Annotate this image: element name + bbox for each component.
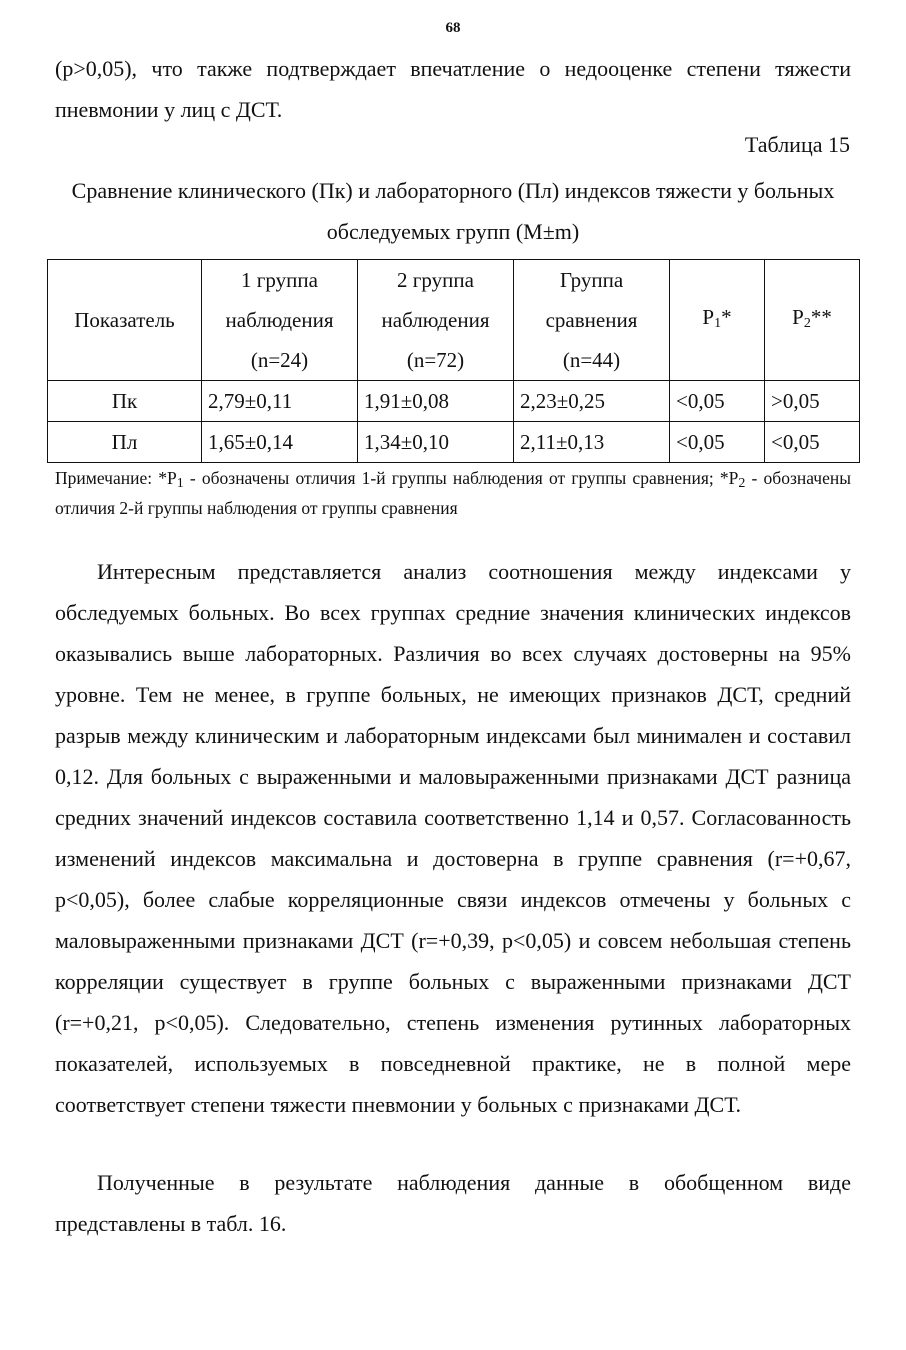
header-p2-base: P xyxy=(792,304,804,329)
page-number: 68 xyxy=(445,20,461,36)
cell-group3: 2,11±0,13 xyxy=(514,422,670,463)
body-paragraph-1: Интересным представляется анализ соотношения между индексами у обследуемых больных. Во всех группах средние значения клинических индексов оказывались выше лабораторных. Различия во всех случаях достоверны на 95% уровне. Тем не менее, в группе больных, не имеющих признаков ДСТ, средний разрыв между клиническим и лабораторным индексами был минимален и составил 0,12. Для больных с выраженными и маловыраженными признаками ДСТ разница средних значений индексов составила соответственно 1,14 и 0,57. Согласованность изменений индексов максимальна и достоверна в группе сравнения (r=+0,67, p<0,05), более слабые корреляционные связи индексов отмечены у больных с маловыраженными признаками ДСТ (r=+0,39, p<0,05) и совсем небольшая степень корреляции существует в группе больных с выраженными признаками ДСТ (r=+0,21, p<0,05). Следовательно, степень изменения рутинных лабораторных показателей, используемых в повседневной практике, не в полной мере соответствует степени тяжести пневмонии у больных с признаками ДСТ. xyxy=(55,559,851,1117)
cell-p1: <0,05 xyxy=(670,381,765,422)
cell-group2: 1,91±0,08 xyxy=(358,381,514,422)
header-p1-sub: 1 xyxy=(714,315,722,331)
intro-paragraph: (p>0,05), что также подтверждает впечатление о недооценке степени тяжести пневмонии у лиц с ДСТ. xyxy=(55,56,851,122)
cell-group3: 2,23±0,25 xyxy=(514,381,670,422)
header-p1 xyxy=(670,260,765,381)
comparison-table xyxy=(47,259,860,463)
header-group2 xyxy=(358,260,514,381)
cell-group1: 2,79±0,11 xyxy=(202,381,358,422)
header-group1-line2: наблюдения xyxy=(225,308,334,332)
header-group3 xyxy=(514,260,670,381)
note-part2: - обозначены отличия 1-й группы наблюдения от группы сравнения; *P xyxy=(183,468,739,488)
table-row xyxy=(48,422,860,463)
header-group3-line1: Группа xyxy=(559,268,624,292)
cell-p2: >0,05 xyxy=(765,381,860,422)
cell-p1: <0,05 xyxy=(670,422,765,463)
header-indicator: Показатель xyxy=(48,260,202,381)
header-group3-line2: сравнения xyxy=(545,308,638,332)
cell-group1: 1,65±0,14 xyxy=(202,422,358,463)
table-row xyxy=(48,381,860,422)
body-paragraph-2: Полученные в результате наблюдения данные в обобщенном виде представлены в табл. 16. xyxy=(55,1170,851,1236)
table-caption: Сравнение клинического (Пк) и лабораторного (Пл) индексов тяжести у больных обследуемых групп (M±m) xyxy=(71,178,835,244)
header-group1 xyxy=(202,260,358,381)
note-sub2: 2 xyxy=(738,476,746,491)
header-p2-sub: 2 xyxy=(803,315,811,331)
row-name: Пл xyxy=(48,422,202,463)
table-label: Таблица 15 xyxy=(744,132,850,157)
row-name: Пк xyxy=(48,381,202,422)
header-group1-line3: (n=24) xyxy=(250,348,309,372)
header-group2-line3: (n=72) xyxy=(406,348,465,372)
table-header-row xyxy=(48,260,860,381)
note-sub1: 1 xyxy=(176,476,184,491)
header-group2-line2: наблюдения xyxy=(381,308,490,332)
cell-group2: 1,34±0,10 xyxy=(358,422,514,463)
header-group1-line1: 1 группа xyxy=(241,268,318,292)
header-p2 xyxy=(765,260,860,381)
header-p1-suffix: * xyxy=(721,304,732,329)
note-part1: Примечание: *P xyxy=(55,468,177,488)
header-p2-suffix: ** xyxy=(810,304,832,329)
cell-p2: <0,05 xyxy=(765,422,860,463)
header-p1-base: P xyxy=(702,304,715,329)
header-group2-line1: 2 группа xyxy=(397,268,474,292)
note-part3: - обозначены отличия 2-й группы наблюдения от группы сравнения xyxy=(55,468,851,518)
table-note xyxy=(55,466,851,521)
header-group3-line3: (n=44) xyxy=(562,348,621,372)
